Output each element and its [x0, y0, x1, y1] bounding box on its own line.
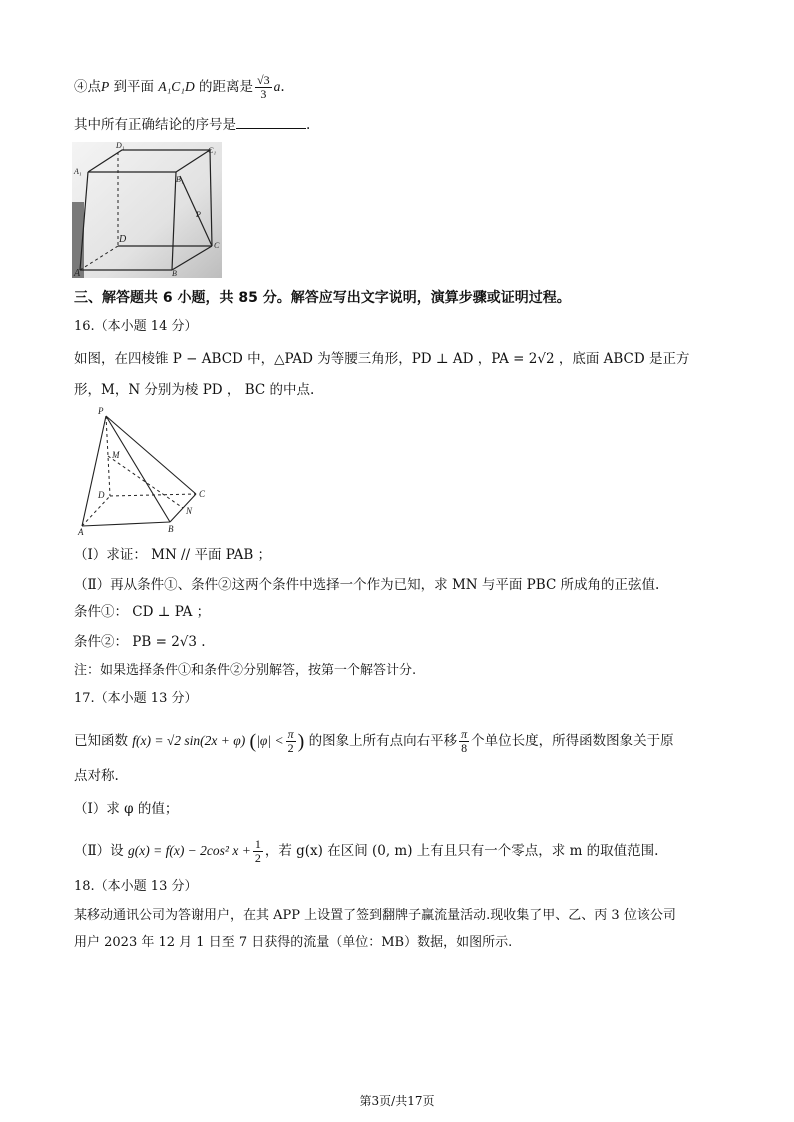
math-function: g(x) = f(x) − 2cos² x + — [127, 843, 251, 858]
fraction-numerator: π — [287, 727, 294, 741]
fraction — [255, 74, 272, 101]
label-a1: A₁ — [74, 167, 82, 176]
text: . — [306, 117, 311, 133]
math-condition: |φ| < — [256, 733, 284, 748]
q17-heading: 17.（本小题 13 分） — [74, 691, 198, 706]
text: 已知函数 — [74, 733, 128, 749]
label-a: A — [74, 268, 81, 278]
label-m: M — [112, 450, 120, 460]
text: 其中所有正确结论的序号是 — [74, 117, 236, 133]
label-a: A — [78, 527, 84, 536]
fraction — [253, 838, 263, 865]
q16-text-2: 形，M，N 分别为棱 PD ， BC 的中点. — [74, 382, 315, 398]
fraction-numerator: 1 — [254, 837, 261, 851]
label-d1: D₁ — [116, 142, 125, 150]
label-b: B — [168, 524, 174, 534]
condition-1: 条件①： CD ⊥ PA ； — [74, 604, 211, 620]
text: ④点 — [74, 79, 101, 95]
q16-part-i: （Ⅰ）求证： MN // 平面 PAB ； — [74, 547, 272, 563]
hidden-edge-ad — [82, 496, 110, 526]
math-function: f(x) = √2 sin(2x + φ) — [132, 733, 246, 748]
answer-prompt — [74, 116, 310, 134]
text: . — [280, 79, 285, 95]
fraction-denominator: 8 — [461, 741, 468, 755]
text: 的图象上所有点向右平移 — [308, 733, 458, 749]
q17-text-1 — [74, 728, 674, 755]
text: ，若 g(x) 在区间 (0, m) 上有且只有一个零点，求 m 的取值范围. — [264, 843, 659, 859]
q18-text-1: 某移动通讯公司为答谢用户，在其 APP 上设置了签到翻牌子赢流量活动.现收集了甲、乙、丙 3 位该公司 — [74, 908, 676, 923]
q16-heading: 16.（本小题 14 分） — [74, 319, 198, 334]
text: 到平面 — [113, 79, 155, 95]
fraction-numerator: π — [461, 727, 468, 741]
fraction — [286, 728, 296, 755]
page-footer: 第3页/共17页 — [359, 1094, 435, 1108]
text: （Ⅱ）设 — [74, 843, 124, 859]
edge-pc — [106, 416, 196, 494]
edge-ab — [82, 522, 170, 526]
label-c: C — [214, 241, 220, 250]
condition-2: 条件②： PB = 2√3 . — [74, 634, 206, 650]
text: 的距离是 — [199, 79, 254, 95]
cube-figure — [72, 142, 222, 278]
pyramid-figure — [76, 404, 216, 536]
note: 注：如果选择条件①和条件②分别解答，按第一个解答计分. — [74, 663, 417, 678]
label-d: D — [119, 234, 127, 245]
label-p: P — [98, 406, 104, 416]
edge-pa — [82, 416, 106, 526]
label-c: C — [199, 489, 206, 499]
label-b1: B₁ — [176, 175, 184, 184]
q18-heading: 18.（本小题 13 分） — [74, 879, 198, 894]
paren-open: ( — [249, 730, 257, 753]
fraction-denominator: 2 — [254, 851, 261, 865]
edge-pb — [106, 416, 170, 522]
answer-blank — [236, 116, 306, 129]
q16-text-1: 如图，在四棱锥 P − ABCD 中，△PAD 为等腰三角形，PD ⊥ AD ，PA = 2√2 ，底面 ABCD 是正方 — [74, 351, 690, 367]
q17-part-i: （Ⅰ）求 φ 的值； — [74, 801, 179, 817]
q16-part-ii: （Ⅱ）再从条件①、条件②这两个条件中选择一个作为已知，求 MN 与平面 PBC 所成角的正弦值. — [74, 577, 660, 593]
math-var: a — [273, 79, 281, 94]
text: 个单位长度，所得函数图象关于原 — [471, 733, 674, 749]
q18-text-2: 用户 2023 年 12 月 1 日至 7 日获得的流量（单位：MB）数据，如图所示. — [74, 935, 513, 950]
section-3-heading: 三、解答题共 6 小题，共 85 分。解答应写出文字说明，演算步骤或证明过程。 — [74, 290, 571, 306]
label-n: N — [186, 506, 193, 516]
label-p: P — [196, 210, 201, 219]
fraction — [459, 728, 469, 755]
paren-close: ) — [297, 730, 305, 753]
label-d: D — [98, 490, 105, 500]
statement-4 — [74, 74, 285, 101]
math-var: P — [101, 79, 110, 94]
q17-text-2: 点对称. — [74, 768, 119, 784]
fraction-denominator: 2 — [287, 741, 294, 755]
label-c1: C₁ — [208, 146, 217, 155]
fraction-denominator: 3 — [260, 87, 267, 101]
label-b: B — [172, 269, 177, 278]
fraction-numerator: √3 — [257, 73, 270, 87]
math-plane: A₁C₁D — [158, 79, 195, 94]
q17-part-ii — [74, 838, 658, 865]
